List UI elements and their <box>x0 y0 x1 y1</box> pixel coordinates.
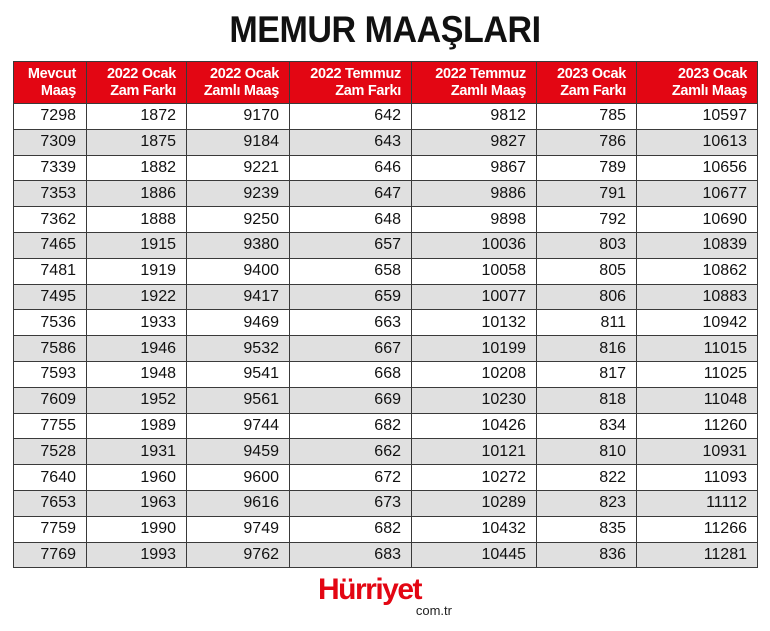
table-cell: 7309 <box>14 129 87 155</box>
table-cell: 811 <box>537 310 637 336</box>
table-cell: 642 <box>290 104 412 130</box>
table-cell: 7586 <box>14 336 87 362</box>
table-body <box>14 104 758 568</box>
table-cell: 1931 <box>87 439 187 465</box>
table-cell: 822 <box>537 465 637 491</box>
table-row <box>14 465 758 491</box>
table-cell: 9400 <box>187 258 290 284</box>
table-cell: 9827 <box>412 129 537 155</box>
table-cell: 1886 <box>87 181 187 207</box>
table-cell: 7339 <box>14 155 87 181</box>
table-row <box>14 516 758 542</box>
column-header-line1: Mevcut <box>27 65 76 82</box>
table-cell: 657 <box>290 232 412 258</box>
column-header <box>187 62 290 104</box>
table-cell: 643 <box>290 129 412 155</box>
table-cell: 10199 <box>412 336 537 362</box>
table-cell: 9250 <box>187 207 290 233</box>
table-cell: 7536 <box>14 310 87 336</box>
hurriyet-logo <box>318 573 458 623</box>
column-header-line2: Zam Farkı <box>560 82 626 99</box>
table-cell: 823 <box>537 490 637 516</box>
table-cell: 9867 <box>412 155 537 181</box>
table-cell: 10426 <box>412 413 537 439</box>
table-cell: 11015 <box>637 336 758 362</box>
table-cell: 805 <box>537 258 637 284</box>
table-row <box>14 336 758 362</box>
table-cell: 7353 <box>14 181 87 207</box>
table-row <box>14 258 758 284</box>
table-cell: 806 <box>537 284 637 310</box>
table-cell: 11260 <box>637 413 758 439</box>
header-row <box>14 62 758 104</box>
table-cell: 9417 <box>187 284 290 310</box>
table-cell: 1960 <box>87 465 187 491</box>
table-row <box>14 104 758 130</box>
column-header <box>537 62 637 104</box>
table-cell: 9239 <box>187 181 290 207</box>
column-header <box>637 62 758 104</box>
table-cell: 1872 <box>87 104 187 130</box>
table-cell: 7362 <box>14 207 87 233</box>
table-cell: 10132 <box>412 310 537 336</box>
salary-table <box>13 61 758 568</box>
table-cell: 10839 <box>637 232 758 258</box>
table-cell: 9616 <box>187 490 290 516</box>
table-cell: 7465 <box>14 232 87 258</box>
column-header-line2: Zam Farkı <box>335 82 401 99</box>
table-cell: 646 <box>290 155 412 181</box>
table-cell: 9184 <box>187 129 290 155</box>
column-header <box>412 62 537 104</box>
table-cell: 10289 <box>412 490 537 516</box>
table-cell: 9762 <box>187 542 290 568</box>
logo-domain: com.tr <box>415 603 452 618</box>
table-cell: 9561 <box>187 387 290 413</box>
table-row <box>14 232 758 258</box>
table-cell: 667 <box>290 336 412 362</box>
table-cell: 1952 <box>87 387 187 413</box>
table-cell: 7481 <box>14 258 87 284</box>
table-cell: 11112 <box>637 490 758 516</box>
table-cell: 789 <box>537 155 637 181</box>
table-cell: 1993 <box>87 542 187 568</box>
table-cell: 9898 <box>412 207 537 233</box>
table-cell: 663 <box>290 310 412 336</box>
table-cell: 9812 <box>412 104 537 130</box>
table-row <box>14 542 758 568</box>
table-cell: 1915 <box>87 232 187 258</box>
table-cell: 1922 <box>87 284 187 310</box>
table-cell: 1933 <box>87 310 187 336</box>
table-cell: 1948 <box>87 361 187 387</box>
table-cell: 9532 <box>187 336 290 362</box>
column-header-line2: Maaş <box>40 82 76 99</box>
column-header-line2: Zamlı Maaş <box>203 82 279 99</box>
column-header <box>87 62 187 104</box>
table-cell: 7769 <box>14 542 87 568</box>
table-cell: 10208 <box>412 361 537 387</box>
table-cell: 785 <box>537 104 637 130</box>
table-cell: 7298 <box>14 104 87 130</box>
table-cell: 10942 <box>637 310 758 336</box>
table-cell: 647 <box>290 181 412 207</box>
table-cell: 10862 <box>637 258 758 284</box>
table-cell: 817 <box>537 361 637 387</box>
column-header-line1: 2023 Ocak <box>677 65 747 82</box>
table-row <box>14 413 758 439</box>
table-cell: 10445 <box>412 542 537 568</box>
table-cell: 9459 <box>187 439 290 465</box>
table-cell: 10931 <box>637 439 758 465</box>
column-header-line2: Zamlı Maaş <box>450 82 526 99</box>
table-cell: 10036 <box>412 232 537 258</box>
table-row <box>14 284 758 310</box>
table-cell: 10656 <box>637 155 758 181</box>
table-cell: 7759 <box>14 516 87 542</box>
page-title: MEMUR MAAŞLARI <box>229 9 541 50</box>
table-cell: 673 <box>290 490 412 516</box>
table-cell: 658 <box>290 258 412 284</box>
table-cell: 1990 <box>87 516 187 542</box>
table-cell: 11266 <box>637 516 758 542</box>
column-header-line1: 2022 Ocak <box>106 65 176 82</box>
table-cell: 10121 <box>412 439 537 465</box>
table-cell: 791 <box>537 181 637 207</box>
table-cell: 835 <box>537 516 637 542</box>
table-row <box>14 207 758 233</box>
table-row <box>14 155 758 181</box>
table-cell: 7528 <box>14 439 87 465</box>
table-cell: 9886 <box>412 181 537 207</box>
table-cell: 1888 <box>87 207 187 233</box>
table-cell: 7653 <box>14 490 87 516</box>
logo-wordmark: Hürriyet <box>318 573 422 606</box>
table-cell: 7593 <box>14 361 87 387</box>
column-header-line1: 2022 Temmuz <box>435 65 526 82</box>
table-cell: 11093 <box>637 465 758 491</box>
table-cell: 10058 <box>412 258 537 284</box>
table-row <box>14 361 758 387</box>
table-cell: 1882 <box>87 155 187 181</box>
table-cell: 7755 <box>14 413 87 439</box>
table-cell: 7640 <box>14 465 87 491</box>
table-cell: 9749 <box>187 516 290 542</box>
table-cell: 9541 <box>187 361 290 387</box>
table-cell: 10432 <box>412 516 537 542</box>
table-cell: 9600 <box>187 465 290 491</box>
table-cell: 682 <box>290 516 412 542</box>
table-cell: 1989 <box>87 413 187 439</box>
table-cell: 11025 <box>637 361 758 387</box>
table-cell: 10677 <box>637 181 758 207</box>
table-cell: 10272 <box>412 465 537 491</box>
table-cell: 662 <box>290 439 412 465</box>
table-cell: 803 <box>537 232 637 258</box>
table-cell: 816 <box>537 336 637 362</box>
table-row <box>14 387 758 413</box>
table-cell: 792 <box>537 207 637 233</box>
table-cell: 810 <box>537 439 637 465</box>
column-header-line1: 2023 Ocak <box>556 65 626 82</box>
table-cell: 682 <box>290 413 412 439</box>
table-row <box>14 490 758 516</box>
table-cell: 9469 <box>187 310 290 336</box>
table-cell: 648 <box>290 207 412 233</box>
table-cell: 10077 <box>412 284 537 310</box>
table-cell: 818 <box>537 387 637 413</box>
table-row <box>14 310 758 336</box>
table-cell: 9380 <box>187 232 290 258</box>
table-row <box>14 439 758 465</box>
column-header-line1: 2022 Temmuz <box>310 65 401 82</box>
table-cell: 9744 <box>187 413 290 439</box>
table-cell: 7495 <box>14 284 87 310</box>
table-cell: 10613 <box>637 129 758 155</box>
table-cell: 1919 <box>87 258 187 284</box>
table-cell: 1946 <box>87 336 187 362</box>
table-cell: 786 <box>537 129 637 155</box>
table-cell: 834 <box>537 413 637 439</box>
table-cell: 11048 <box>637 387 758 413</box>
table-cell: 668 <box>290 361 412 387</box>
column-header-line2: Zamlı Maaş <box>671 82 747 99</box>
table-cell: 1963 <box>87 490 187 516</box>
table-cell: 7609 <box>14 387 87 413</box>
table-cell: 669 <box>290 387 412 413</box>
table-row <box>14 181 758 207</box>
column-header-line1: 2022 Ocak <box>209 65 279 82</box>
table-cell: 659 <box>290 284 412 310</box>
table-cell: 11281 <box>637 542 758 568</box>
table-cell: 10690 <box>637 207 758 233</box>
table-cell: 9170 <box>187 104 290 130</box>
table-cell: 836 <box>537 542 637 568</box>
table-cell: 10230 <box>412 387 537 413</box>
column-header-line2: Zam Farkı <box>110 82 176 99</box>
table-cell: 9221 <box>187 155 290 181</box>
table-cell: 683 <box>290 542 412 568</box>
column-header <box>290 62 412 104</box>
table-cell: 1875 <box>87 129 187 155</box>
table-cell: 672 <box>290 465 412 491</box>
table-cell: 10883 <box>637 284 758 310</box>
table-cell: 10597 <box>637 104 758 130</box>
table-row <box>14 129 758 155</box>
column-header <box>14 62 87 104</box>
